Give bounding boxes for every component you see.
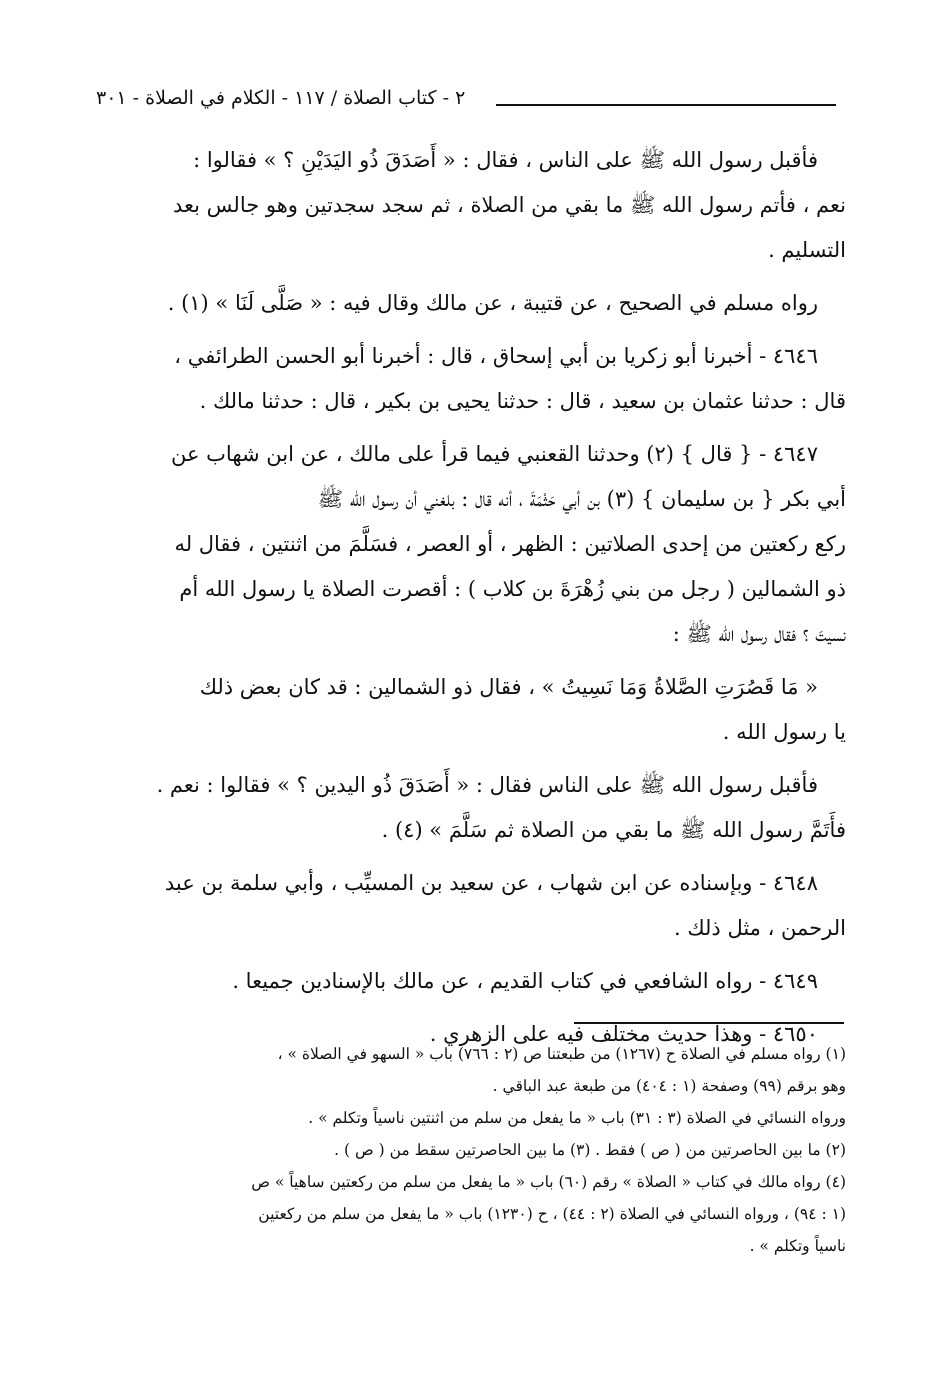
hadith-4649: ٤٦٤٩ - رواه الشافعي في كتاب القديم ، عن مالك بالإسنادين جميعا . — [232, 969, 818, 993]
paragraph-quote: « مَا قَصُرَتِ الصَّلاةُ وَمَا نَسِيتُ » ، فقال ذو الشمالين : قد كان بعض ذلك يا رسول الله . — [199, 675, 846, 744]
paragraph-completion: فأقبل رسول الله ﷺ على الناس فقال : « أَصَدَقَ ذُو اليدين ؟ » فقالوا : نعم . فأَتَمَّ رسول الله ﷺ ما بقي من الصلاة ثم سَلَّمَ » (٤) . — [156, 773, 846, 842]
footnotes — [96, 1038, 846, 1262]
footnote-1-continued: ورواه النسائي في الصلاة (٣ : ٣١) باب « ما يفعل من سلم من اثنتين ناسياً وتكلم » . — [308, 1109, 846, 1127]
footnote-rule — [574, 1022, 844, 1024]
footnote-4: (٤) رواه مالك في كتاب « الصلاة » رقم (٦٠) باب « ما يفعل من سلم من ركعتين ساهياً » ص (١ : ٩٤) ، ورواه النسائي في الصلاة (٢ : ٤٤) ، ح (١٢٣٠) باب « ما يفعل من سلم من ركعتين ناسياً وتكلم » . — [251, 1173, 846, 1255]
paragraph-continuation: فأقبل رسول الله ﷺ على الناس ، فقال : « أَصَدَقَ ذُو اليَدَيْنِ ؟ » فقالوا : نعم ، فأتم رسول الله ﷺ ما بقي من الصلاة ، ثم سجد سجدتين وهو جالس بعد التسليم . — [172, 148, 846, 262]
hadith-4650: ٤٦٥٠ - وهذا حديث مختلف فيه على الزهري . — [429, 1022, 818, 1046]
hadith-4646: ٤٦٤٦ - أخبرنا أبو زكريا بن أبي إسحاق ، قال : أخبرنا أبو الحسن الطرائفي ، قال : حدثنا عثمان بن سعيد ، قال : حدثنا يحيى بن بكير ، قال : حدثنا مالك . — [174, 344, 846, 413]
book-page — [96, 0, 846, 1378]
header-rule — [496, 104, 836, 106]
running-header: ٢ - كتاب الصلاة / ١١٧ - الكلام في الصلاة - ٣٠١ — [96, 87, 466, 109]
footnote-1: (١) رواه مسلم في الصلاة ح (١٢٦٧) من طبعتنا ص (٢ : ٧٦٦) باب « السهو في الصلاة » ، وهو برقم (٩٩) وصفحة (١ : ٤٠٤) من طبعة عبد الباقي . — [277, 1045, 846, 1095]
main-text — [96, 138, 846, 1057]
hadith-4648: ٤٦٤٨ - وبإسناده عن ابن شهاب ، عن سعيد بن المسيِّب ، وأبي سلمة بن عبد الرحمن ، مثل ذلك . — [164, 871, 846, 940]
hadith-4647: ٤٦٤٧ - { قال } (٢) وحدثنا القعنبي فيما قرأ على مالك ، عن ابن شهاب عن أبي بكر { بن سليمان } (٣) بن أبي حَثْمَةَ ، أنه قال : بلغني أن رسول الله ﷺ ركع ركعتين من إحدى الصلاتين : الظهر ، أو العصر ، فسَلَّمَ من اثنتين ، فقال له ذو الشمالين ( رجل من بني زُهْرَةَ بن كلاب ) : أقصرت الصلاة يا رسول الله أم نسيتَ ؟ فقال رسول الله ﷺ : — [170, 442, 846, 646]
footnote-2-3: (٢) ما بين الحاصرتين من ( ص ) فقط . (٣) ما بين الحاصرتين سقط من ( ص ) . — [334, 1141, 846, 1159]
paragraph-muslim-narration: رواه مسلم في الصحيح ، عن قتيبة ، عن مالك وقال فيه : « صَلَّى لَنَا » (١) . — [167, 291, 818, 315]
